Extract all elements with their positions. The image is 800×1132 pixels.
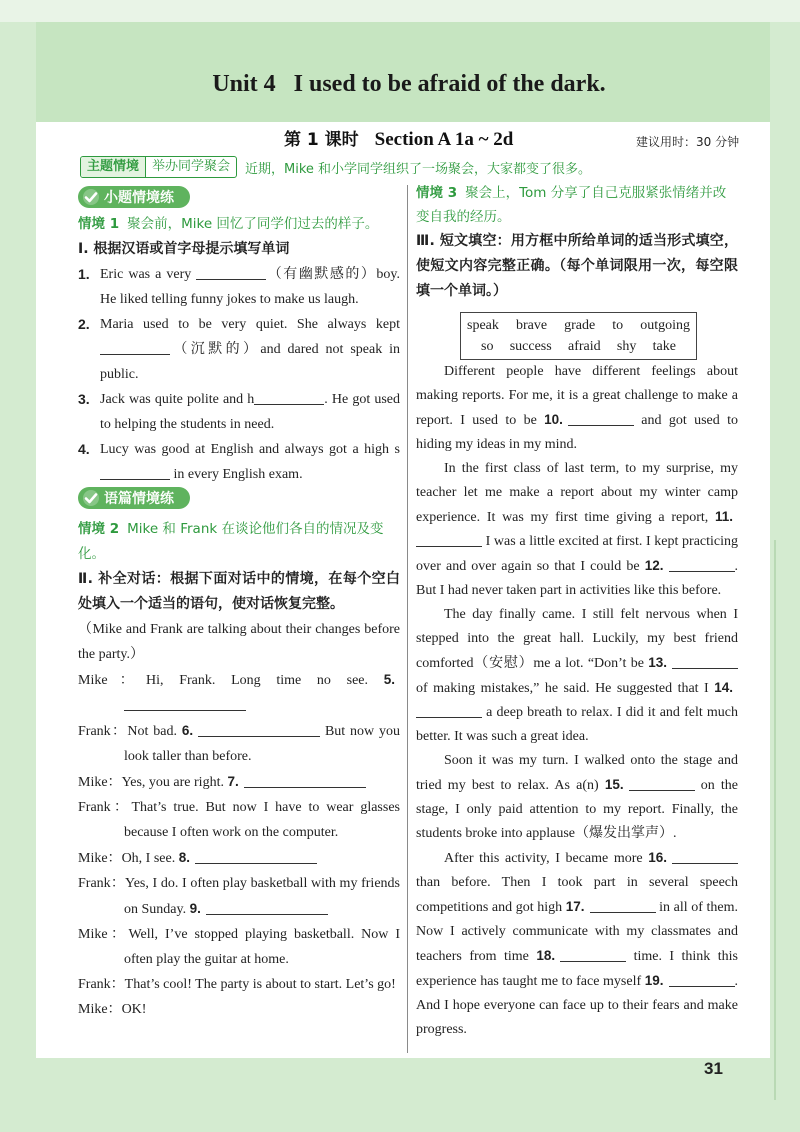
text-run: than before. Then I took part in several speech competitions and got high [416,875,738,915]
answer-blank [672,655,738,669]
question-number: 3. [78,391,90,407]
lesson-label: 第 1 课时 [284,130,359,150]
blank-number: 17. [565,899,585,914]
passage-paragraph [416,603,738,749]
text-run: Yes, you are right. [121,775,228,790]
theme-row [80,156,591,178]
text-run: Soon it was my turn. I walked onto the stage and tried my best to relax. As a(n) [416,753,738,793]
speaker-label: Mike： [78,673,146,688]
scene-line [78,517,400,567]
text-run: OK! [121,1002,147,1017]
word-option: brave [515,318,548,333]
speaker-label: Frank： [78,724,128,739]
lesson-header [284,128,513,153]
suggested-time: 建议用时：30 分钟 [636,135,740,149]
left-column [78,186,400,1022]
word-option: to [612,318,624,333]
unit-title: Unit 4 I used to be afraid of the dark. [212,70,606,97]
scene-text: 聚会前，Mike 回忆了同学们过去的样子。 [127,216,379,232]
check-icon [82,188,100,206]
text-run: . But I had never taken part in activities like this before. [416,559,738,598]
badge-row [78,487,400,517]
theme-tag [80,156,237,178]
answer-blank [100,466,170,480]
word-option: take [652,339,676,354]
word-option: afraid [567,339,601,354]
passage-paragraph [416,360,738,457]
answer-blank [669,973,735,987]
exercise-heading: Ⅲ. 短文填空：用方框中所给单词的适当形式填空，使短文内容完整正确。（每个单词限用一次，每空限填一个单词。） [416,233,738,299]
text-run: time. I think this experience has taught me to face myself [416,949,738,989]
answer-blank [568,412,634,426]
passage-paragraph [416,457,738,603]
answer-blank [195,850,317,864]
word-box-row [461,315,696,336]
badge-label: 语篇情境练 [104,491,174,507]
answer-blank [590,899,656,913]
word-option: speak [467,318,499,333]
text-run: Not bad. [127,724,182,739]
answer-blank [672,850,738,864]
text-run: （沉默的）and dared not speak in public. [100,342,400,382]
answer-blank [244,774,366,788]
badge-row [78,186,400,212]
question-text [100,387,400,437]
word-option: shy [616,339,637,354]
answer-blank [124,697,246,711]
question-number: 4. [78,441,90,457]
dialogue-line [78,769,400,795]
blank-number: 13. [648,655,667,670]
answer-blank [416,704,482,718]
word-box [460,312,697,360]
question-item [78,312,400,387]
text-run: a deep breath to relax. I did it and felt much better. It was such a great idea. [416,705,738,744]
text-run: and got used to hiding my ideas in my mind. [416,413,739,452]
text-run: In the first class of last term, to my surprise, my teacher let me make a report about my winter camp experience. It was my first time giving a report, [416,461,738,525]
blank-number: 15. [604,777,624,792]
answer-blank [196,266,266,280]
text-run: Hi, Frank. Long time no see. [145,673,384,688]
blank-number: 8. [178,850,190,865]
scene-text: Mike 和 Frank 在谈论他们各自的情况及变化。 [78,521,384,562]
text-run: of making mistakes,” he said. He suggested that I [416,681,715,696]
scene-text: 聚会上，Tom 分享了自己克服紧张情绪并改变自我的经历。 [416,185,727,225]
text-run: （有幽默感的）boy. He liked telling funny jokes to make us laugh. [100,267,401,307]
text-run: Maria used to be very quiet. She always kept [100,317,400,332]
column-divider [407,185,408,1053]
scene-label: 情境 2 [78,521,120,537]
badge-label: 小题情境练 [104,190,174,206]
section-label: Section A 1a ~ 2d [374,129,514,150]
theme-topic: 举办同学聚会 [152,159,231,174]
section-badge-discourse [78,487,190,509]
speaker-label: Mike： [78,1002,122,1017]
question-item [78,437,400,487]
text-run: . And I hope everyone can face up to their fears and make progress. [416,974,738,1037]
blank-number: 14. [714,680,733,695]
text-run: That’s cool! The party is about to start. Let’s go! [124,977,396,992]
blank-number: 10. [544,412,563,427]
question-item [78,387,400,437]
answer-blank [669,558,735,572]
scene-label: 情境 3 [416,185,458,201]
question-text [100,437,400,487]
section-badge-practice [78,186,190,208]
text-run: Different people have different feelings about making reports. For me, it is a great challenge to make a report. I used to be [416,364,738,428]
blank-number: 11. [714,509,733,524]
dialogue-line [78,871,400,922]
text-run: Jack was quite polite and h [100,392,255,407]
page-number: 31 [704,1059,723,1078]
question-item [78,262,400,312]
text-run: . He got used to helping the students in need. [100,392,400,432]
passage [416,360,738,1042]
blank-number: 6. [181,723,194,738]
dialogue-line [78,795,400,845]
blank-number: 18. [536,948,556,963]
blank-number: 16. [648,850,667,865]
word-box-row [461,336,696,357]
text-run: I was a little excited at first. I kept practicing over and over again so that I could be [416,534,738,574]
text-run: Lucy was good at English and always got a high s [100,442,400,457]
theme-tag-label: 主题情境 [81,157,146,177]
question-text [100,312,400,387]
page-edge [774,540,776,1100]
exercise-heading: Ⅰ. 根据汉语或首字母提示填写单词 [78,241,290,257]
right-column [416,181,738,1042]
blank-number: 7. [227,774,239,789]
text-run: The day finally came. I still felt nervous when I stepped into the great hall. Luckily, my best friend comforted（安慰）me a lot. “Don’t be [416,607,738,671]
word-option: so [481,339,494,354]
dialogue-context: （Mike and Frank are talking about their changes before the party.） [78,622,400,662]
answer-blank [254,391,324,405]
answer-blank [100,341,170,355]
text-run: in every English exam. [170,467,303,482]
text-run: That’s true. But now I have to wear glasses because I often work on the computer. [124,800,400,840]
answer-blank [560,948,626,962]
answer-blank [629,777,695,791]
text-run: on the stage, I only paid attention to my report. Finally, the students broke into applause（爆发出掌声）. [416,778,738,841]
word-option: grade [564,318,596,333]
speaker-label: Frank： [78,876,125,891]
title-band [36,22,770,122]
text-run: Oh, I see. [121,851,179,866]
dialogue-line [78,997,400,1022]
speaker-label: Frank： [78,977,125,992]
dialogue [78,667,400,1022]
scene-label: 情境 1 [78,216,120,232]
question-text [100,262,400,312]
answer-blank [416,533,482,547]
theme-intro: 近期，Mike 和小学同学组织了一场聚会，大家都变了很多。 [245,161,592,177]
question-number: 2. [78,316,90,332]
dialogue-line [78,922,400,972]
speaker-label: Mike： [78,851,122,866]
word-option: outgoing [640,318,690,333]
text-run: Well, I’ve stopped playing basketball. Now I often play the guitar at home. [124,927,400,967]
text-run: Yes, I do. I often play basketball with my friends on Sunday. [124,876,400,917]
top-margin [0,0,800,22]
dialogue-line [78,845,400,871]
answer-blank [206,901,328,915]
passage-paragraph [416,846,738,1042]
speaker-label: Mike： [78,927,129,942]
text-run: But now you look taller than before. [124,724,401,764]
exercise-heading: Ⅱ. 补全对话：根据下面对话中的情境，在每个空白处填入一个适当的语句，使对话恢复完整。 [78,571,400,612]
dialogue-line [78,667,400,718]
blank-number: 9. [189,901,201,916]
dialogue-line [78,718,400,769]
check-icon [82,489,100,507]
blank-number: 19. [644,973,664,988]
question-number: 1. [78,266,90,282]
answer-blank [198,723,320,737]
blank-number: 5. [383,672,395,687]
blank-number: 12. [644,558,664,573]
passage-paragraph [416,749,738,846]
question-list [78,262,400,487]
word-option: success [509,339,552,354]
dialogue-line [78,972,400,997]
speaker-label: Mike： [78,775,122,790]
text-run: After this activity, I became more [444,851,649,866]
text-run: Eric was a very [100,267,197,282]
speaker-label: Frank： [78,800,132,815]
text-run: in all of them. Now I actively communicate with my classmates and teachers from time [416,900,738,964]
scene-line [416,181,738,229]
scene-line [78,212,400,237]
